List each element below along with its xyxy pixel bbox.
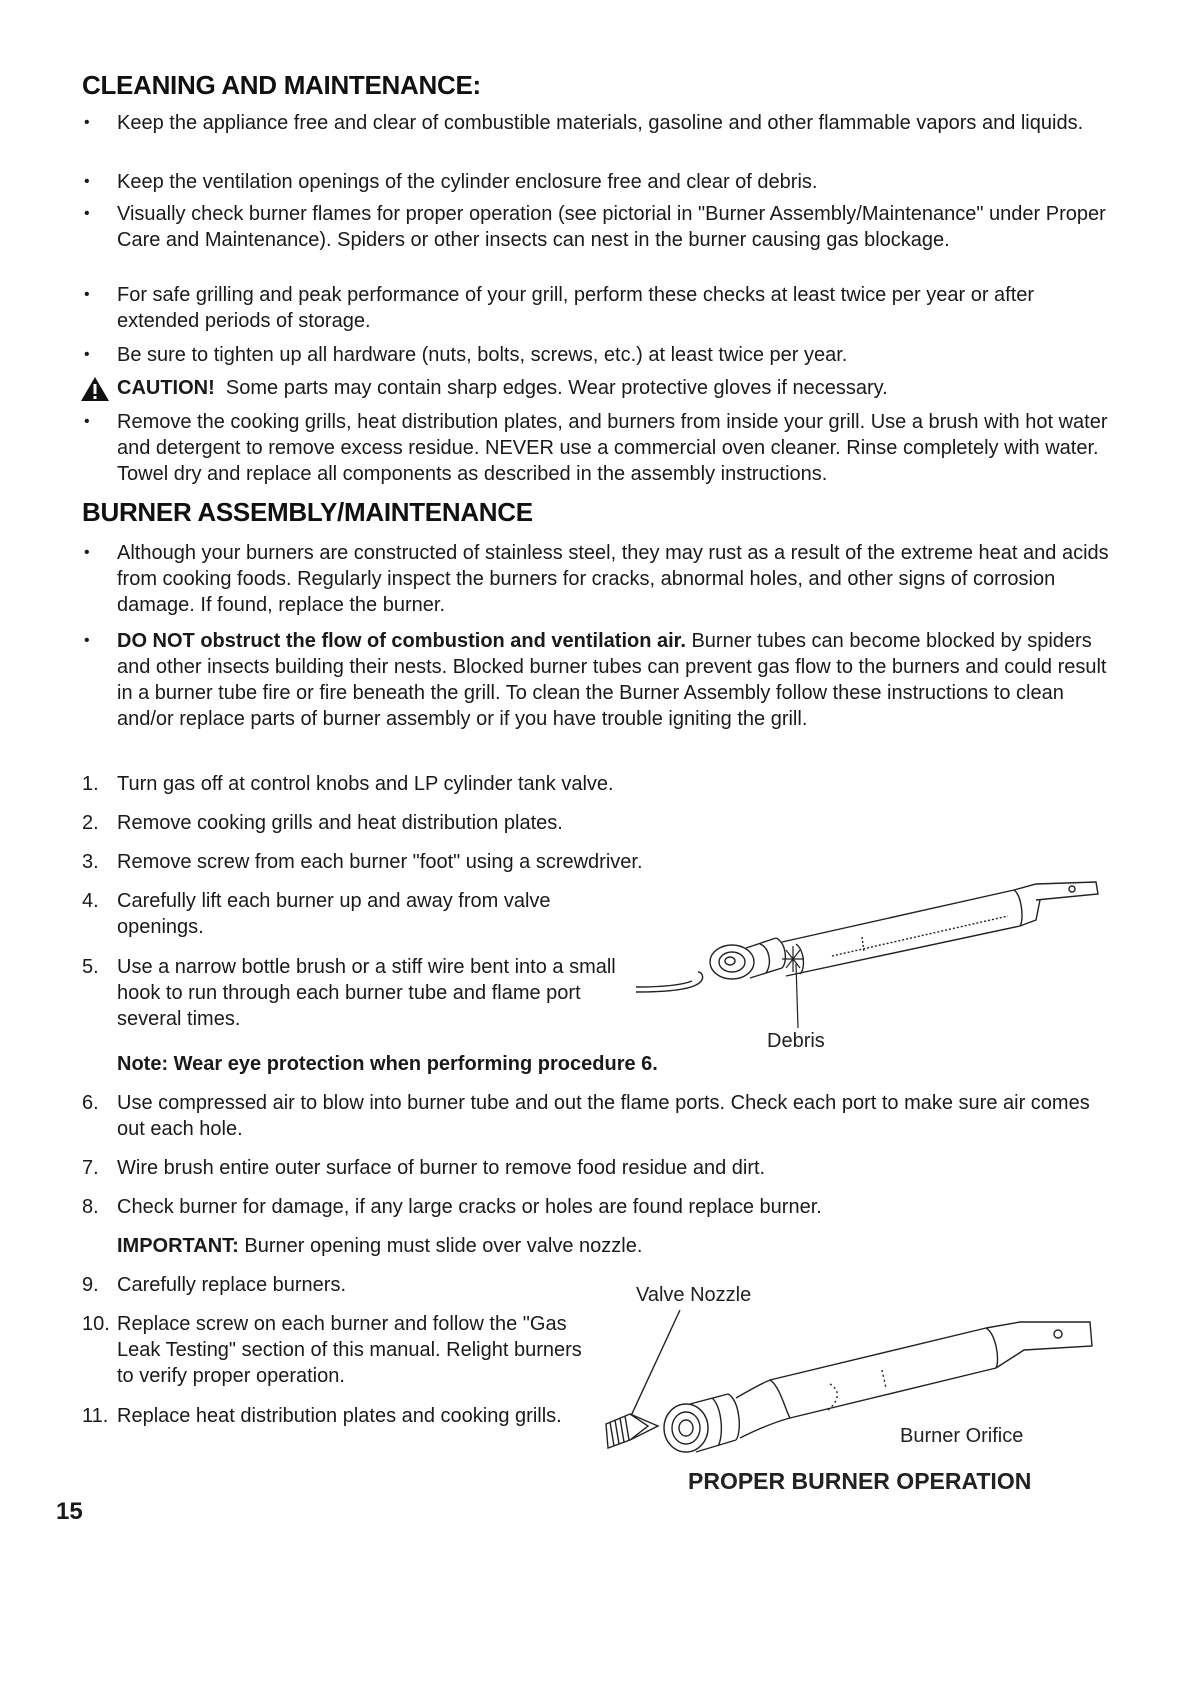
valve-nozzle-label: Valve Nozzle bbox=[636, 1284, 752, 1306]
step-number: 11. bbox=[82, 1405, 109, 1427]
step-number: 4. bbox=[82, 890, 99, 912]
step-number: 2. bbox=[82, 812, 99, 834]
list-item bbox=[82, 628, 1112, 732]
bullet-marker: • bbox=[84, 205, 90, 222]
important-note bbox=[82, 1233, 1112, 1259]
step-text: Wire brush entire outer surface of burner to remove food residue and dirt. bbox=[117, 1157, 766, 1179]
step-item bbox=[82, 810, 1112, 836]
bullet-marker: • bbox=[84, 544, 90, 561]
debris-label: Debris bbox=[767, 1030, 825, 1052]
figure-caption: PROPER BURNER OPERATION bbox=[688, 1468, 1032, 1494]
step-item bbox=[82, 1090, 1112, 1142]
list-item bbox=[82, 409, 1112, 487]
important-text: Burner opening must slide over valve nozzle. bbox=[238, 1235, 643, 1257]
step-item bbox=[82, 954, 642, 1032]
warning-triangle-icon bbox=[80, 376, 110, 402]
list-item bbox=[82, 540, 1112, 618]
step-number: 7. bbox=[82, 1157, 99, 1179]
list-item bbox=[82, 282, 1112, 334]
step-text: Use a narrow bottle brush or a stiff wire bent into a small hook to run through each burner tube and flame port several times. bbox=[117, 956, 616, 1030]
caution-text: Some parts may contain sharp edges. Wear protective gloves if necessary. bbox=[225, 377, 888, 399]
list-item-text: Although your burners are constructed of stainless steel, they may rust as a result of the extreme heat and acids from cooking foods. Regularly inspect the burners for cracks, abnormal holes, and other signs of corrosion damage. If found, replace the burner. bbox=[117, 542, 1109, 616]
step-text: Remove cooking grills and heat distribution plates. bbox=[117, 812, 563, 834]
step-number: 6. bbox=[82, 1092, 99, 1114]
step-text: Replace screw on each burner and follow the "Gas Leak Testing" section of this manual. Relight burners to verify proper operation. bbox=[117, 1313, 582, 1387]
burner-heading: BURNER ASSEMBLY/MAINTENANCE bbox=[82, 497, 533, 527]
important-label: IMPORTANT: bbox=[117, 1235, 239, 1257]
step-text: Replace heat distribution plates and cooking grills. bbox=[117, 1405, 562, 1427]
burner-debris-illustration bbox=[636, 880, 1106, 1030]
bold-warning: DO NOT obstruct the flow of combustion and ventilation air. bbox=[117, 630, 686, 652]
step-text: Carefully lift each burner up and away from valve openings. bbox=[117, 890, 551, 938]
step-number: 10. bbox=[82, 1313, 110, 1335]
step-text: Turn gas off at control knobs and LP cylinder tank valve. bbox=[117, 773, 614, 795]
note bbox=[82, 1051, 1112, 1077]
step-item bbox=[82, 888, 642, 940]
step-item bbox=[82, 1155, 1112, 1181]
list-item bbox=[82, 110, 1112, 136]
burner-orifice-label: Burner Orifice bbox=[900, 1425, 1024, 1447]
step-item bbox=[82, 1272, 1112, 1298]
step-number: 1. bbox=[82, 773, 99, 795]
list-item-text: Keep the ventilation openings of the cylinder enclosure free and clear of debris. bbox=[117, 171, 818, 193]
step-text: Carefully replace burners. bbox=[117, 1274, 346, 1296]
list-item-text: Remove the cooking grills, heat distribution plates, and burners from inside your grill. Use a brush with hot water and detergent to remove excess residue. NEVER use a commercial oven cleaner. Rinse completely with water. Towel dry and replace all components as described in the assembly instructions. bbox=[117, 411, 1108, 485]
proper-burner-illustration bbox=[600, 1300, 1180, 1470]
step-item bbox=[82, 1311, 602, 1389]
step-text: Remove screw from each burner "foot" using a screwdriver. bbox=[117, 851, 643, 873]
bullet-marker: • bbox=[84, 173, 90, 190]
cleaning-heading: CLEANING AND MAINTENANCE: bbox=[82, 70, 481, 100]
bullet-marker: • bbox=[84, 286, 90, 303]
step-item bbox=[82, 849, 1112, 875]
step-item bbox=[82, 771, 1112, 797]
bullet-marker: • bbox=[84, 632, 90, 649]
page-number: 15 bbox=[56, 1498, 83, 1525]
list-item-text: For safe grilling and peak performance of your grill, perform these checks at least twice per year or after extended periods of storage. bbox=[117, 284, 1035, 332]
bullet-marker: • bbox=[84, 346, 90, 363]
list-item bbox=[82, 201, 1112, 253]
step-text: Check burner for damage, if any large cracks or holes are found replace burner. bbox=[117, 1196, 822, 1218]
list-item bbox=[82, 342, 1112, 368]
step-number: 3. bbox=[82, 851, 99, 873]
step-item bbox=[82, 1403, 572, 1429]
step-number: 9. bbox=[82, 1274, 99, 1296]
caution-label: CAUTION! bbox=[117, 377, 215, 399]
step-item bbox=[82, 1194, 1112, 1220]
list-item-text: Keep the appliance free and clear of combustible materials, gasoline and other flammable vapors and liquids. bbox=[117, 112, 1084, 134]
list-item-text: DO NOT obstruct the flow of combustion and ventilation air. Burner tubes can become blocked by spiders and other insects building their nests. Blocked burner tubes can prevent gas flow to the burners and could result in a burner tube fire or fire beneath the grill. To clean the Burner Assembly follow these instructions to clean and/or replace parts of burner assembly or if you have trouble igniting the grill. bbox=[117, 630, 1107, 730]
bullet-marker: • bbox=[84, 413, 90, 430]
list-item bbox=[82, 169, 1112, 195]
note-text: Note: Wear eye protection when performing procedure 6. bbox=[117, 1053, 658, 1075]
list-item-text: Visually check burner flames for proper operation (see pictorial in "Burner Assembly/Maintenance" under Proper Care and Maintenance). Spiders or other insects can nest in the burner causing gas blockage. bbox=[117, 203, 1106, 251]
list-item-text: Be sure to tighten up all hardware (nuts, bolts, screws, etc.) at least twice per year. bbox=[117, 344, 848, 366]
bullet-marker: • bbox=[84, 114, 90, 131]
step-text: Use compressed air to blow into burner tube and out the flame ports. Check each port to make sure air comes out each hole. bbox=[117, 1092, 1090, 1140]
caution-notice bbox=[82, 375, 1112, 401]
step-number: 8. bbox=[82, 1196, 99, 1218]
step-number: 5. bbox=[82, 956, 99, 978]
